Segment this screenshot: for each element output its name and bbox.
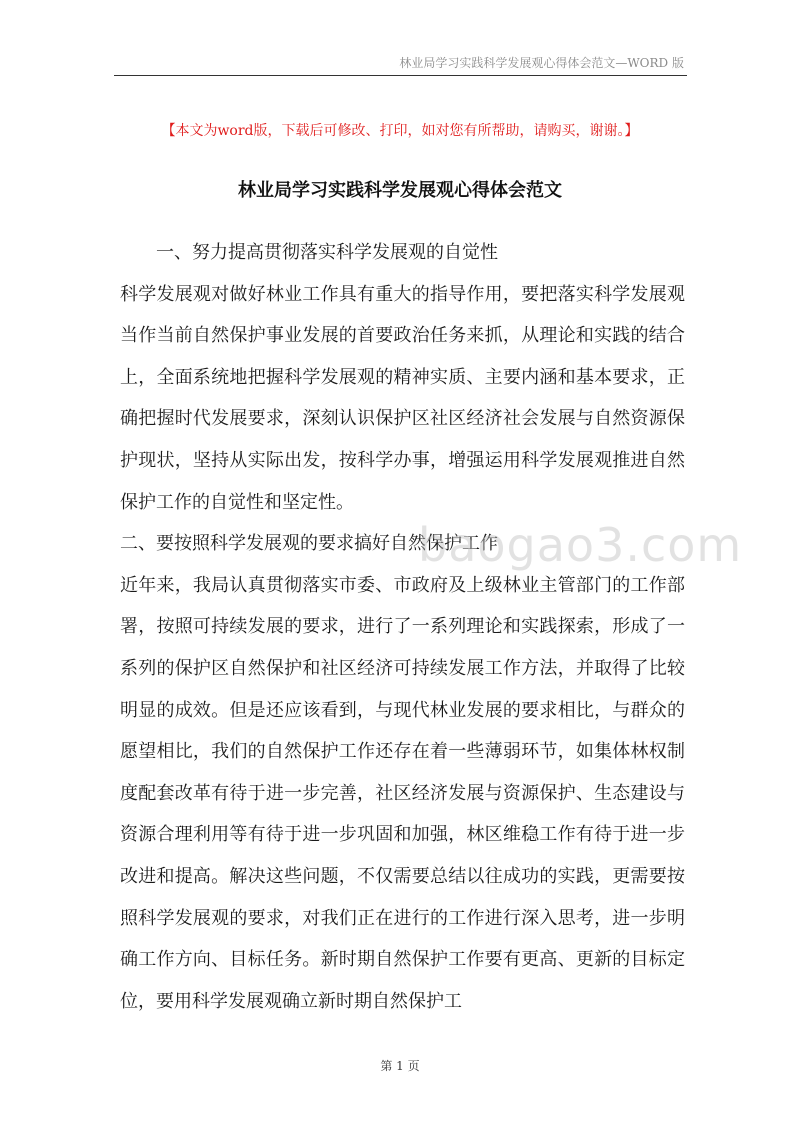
body-paragraph: 近年来，我局认真贯彻落实市委、市政府及上级林业主管部门的工作部署，按照可持续发展的要求，进行了一系列理论和实践探索，形成了一系列的保护区自然保护和社区经济可持续发展工作方法，并取得了比较明显的成效。但是还应该看到，与现代林业发展的要求相比，与群众的愿望相比，我们的自然保护工作还存在着一些薄弱环节，如集体林权制度配套改革有待于进一步完善，社区经济发展与资源保护、生态建设与资源合理利用等有待于进一步巩固和加强，林区维稳工作有待于进一步改进和提高。解决这些问题，不仅需要总结以往成功的实践，更需要按照科学发展观的要求，对我们正在进行的工作进行深入思考，进一步明确工作方向、目标任务。新时期自然保护工作要有更高、更新的目标定位，要用科学发展观确立新时期自然保护工: [120, 574, 685, 1012]
download-notice: 【本文为word版，下载后可修改、打印，如对您有所帮助，请购买，谢谢。】: [161, 123, 639, 139]
document-body: [120, 232, 685, 1022]
running-header: 林业局学习实践科学发展观心得体会范文—WORD 版: [399, 56, 684, 70]
section-heading-1: 一、努力提高贯彻落实科学发展观的自觉性: [156, 242, 498, 263]
watermark: baogao3.com: [418, 518, 743, 572]
body-paragraph: 科学发展观对做好林业工作具有重大的指导作用，要把落实科学发展观当作当前自然保护事业发展的首要政治任务来抓，从理论和实践的结合上，全面系统地把握科学发展观的精神实质、主要内涵和基本要求，正确把握时代发展要求，深刻认识保护区社区经济社会发展与自然资源保护现状，坚持从实际出发，按科学办事，增强运用科学发展观推进自然保护工作的自觉性和坚定性。: [120, 283, 685, 513]
document-title: 林业局学习实践科学发展观心得体会范文: [238, 180, 562, 201]
section-heading-2: 二、要按照科学发展观的要求搞好自然保护工作: [120, 533, 498, 555]
page-number: 第 1 页: [380, 1059, 420, 1073]
header-divider: [114, 75, 687, 76]
